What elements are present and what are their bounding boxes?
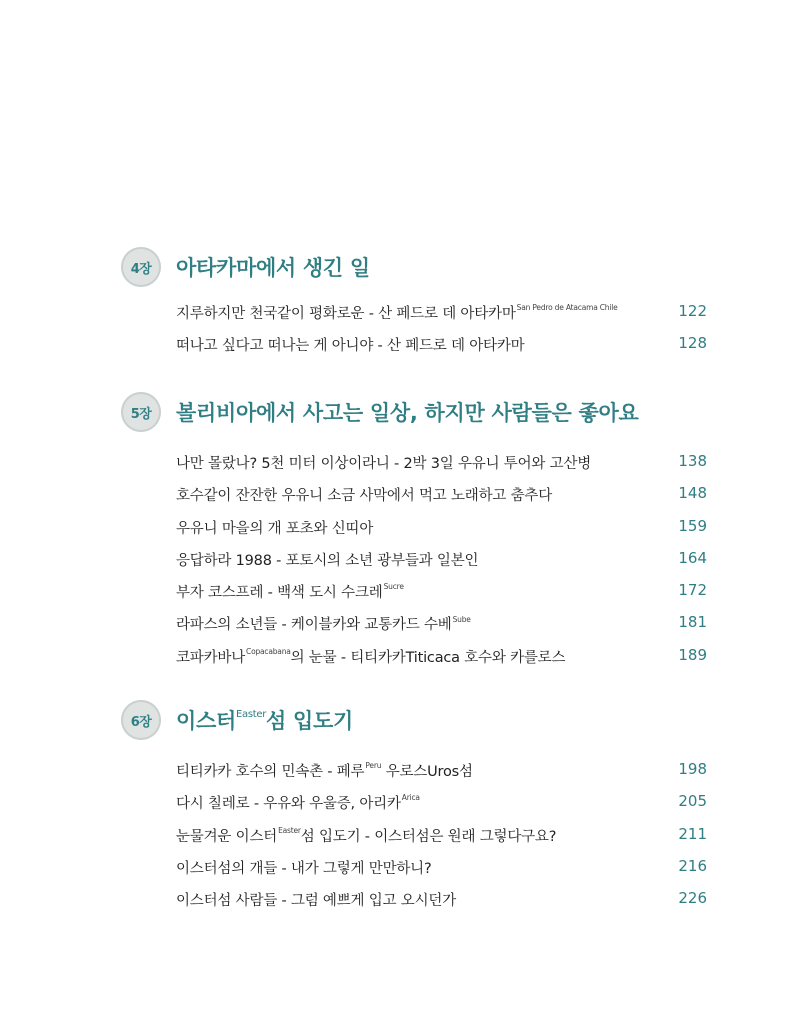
entry-title: 응답하라 1988 - 포토시의 소년 광부들과 일본인	[176, 552, 479, 569]
entry-title: 티티카카 호수의 민속촌 - 페루$^{Peru}$ 우로스Uros섬	[176, 761, 473, 780]
toc-entry[interactable]	[0, 613, 805, 645]
entry-page: 128	[678, 334, 707, 353]
entry-page: 189	[678, 645, 707, 664]
toc-entries	[0, 760, 805, 921]
chapter-header	[0, 392, 805, 438]
entry-title: 코파카바나$^{Copacabana}$의 눈물 - 티티카카Titicaca 호수와 카를로스	[176, 646, 566, 666]
entry-note: Easter	[278, 825, 301, 835]
entry-page: 172	[678, 581, 707, 600]
chapter-header	[0, 700, 805, 746]
entry-title: 부자 코스프레 - 백색 도시 수크레$^{Sucre}$	[176, 582, 404, 602]
toc-entry[interactable]	[0, 484, 805, 516]
entry-note: Copacabana	[246, 646, 291, 656]
entry-title: 나만 몰랐나? 5천 미터 이상이라니 - 2박 3일 우유니 투어와 고산병	[176, 456, 592, 472]
entry-page: 198	[678, 760, 707, 778]
entry-title: 우유니 마을의 개 포초와 신띠아	[176, 520, 374, 537]
entry-page: 159	[678, 516, 707, 535]
chapter-badge: 4장	[121, 247, 161, 287]
entry-page: 211	[678, 824, 707, 843]
entry-page: 181	[678, 613, 707, 632]
toc-entry[interactable]	[0, 517, 805, 549]
entry-note: Arica	[401, 793, 420, 803]
chapter-5	[0, 392, 805, 678]
entry-page: 226	[678, 889, 707, 908]
entry-title: 호수같이 잔잔한 우유니 소금 사막에서 먹고 노래하고 춤추다	[176, 488, 553, 505]
toc-entry[interactable]	[0, 646, 805, 678]
entry-title: 다시 칠레로 - 우유와 우울증, 아리카$^{Arica}$	[176, 793, 420, 813]
entry-title: 지루하지만 천국같이 평화로운 - 산 페드로 데 아타카마$^{San Pedro de Atacama Chile}$	[176, 303, 618, 322]
chapter-title: 볼리비아에서 사고는 일상, 하지만 사람들은 좋아요	[176, 401, 639, 425]
entry-title: 눈물겨운 이스터$^{Easter}$섬 입도기 - 이스터섬은 원래 그렇다구요?	[176, 825, 557, 845]
chapter-6	[0, 700, 805, 921]
toc-entry[interactable]	[0, 792, 805, 824]
chapter-title: 아타카마에서 생긴 일	[176, 256, 370, 280]
chapter-4	[0, 247, 805, 367]
toc-entry[interactable]	[0, 302, 805, 334]
entry-title: 라파스의 소년들 - 케이블카와 교통카드 수베$^{Sube}$	[176, 614, 471, 634]
toc-entry[interactable]	[0, 334, 805, 366]
toc-entry[interactable]	[0, 889, 805, 921]
title-note: Easter	[235, 709, 267, 720]
entry-note: Sucre	[383, 582, 404, 592]
entry-title: 이스터섬의 개들 - 내가 그렇게 만만하니?	[176, 860, 432, 877]
toc-entry[interactable]	[0, 452, 805, 484]
entry-page: 122	[678, 302, 707, 320]
toc-entries	[0, 302, 805, 367]
chapter-header	[0, 247, 805, 293]
entry-page: 205	[678, 792, 707, 811]
entry-page: 138	[678, 452, 707, 470]
entry-page: 216	[678, 856, 707, 875]
chapter-title: 이스터$^{Easter}$섬 입도기	[176, 709, 353, 733]
entry-title: 떠나고 싶다고 떠나는 게 아니야 - 산 페드로 데 아타카마	[176, 338, 525, 355]
toc-entries	[0, 452, 805, 678]
toc-entry[interactable]	[0, 825, 805, 857]
toc-entry[interactable]	[0, 760, 805, 792]
toc-entry[interactable]	[0, 857, 805, 889]
toc-entry[interactable]	[0, 581, 805, 613]
entry-note: San Pedro de Atacama Chile	[516, 303, 618, 313]
chapter-badge: 5장	[121, 392, 161, 432]
entry-page: 148	[678, 484, 707, 503]
entry-note: Peru	[365, 761, 382, 771]
entry-note: Sube	[452, 614, 471, 624]
entry-title: 이스터섬 사람들 - 그럼 예쁘게 입고 오시던가	[176, 893, 457, 910]
chapter-badge: 6장	[121, 700, 161, 740]
toc-entry[interactable]	[0, 549, 805, 581]
entry-page: 164	[678, 548, 707, 567]
